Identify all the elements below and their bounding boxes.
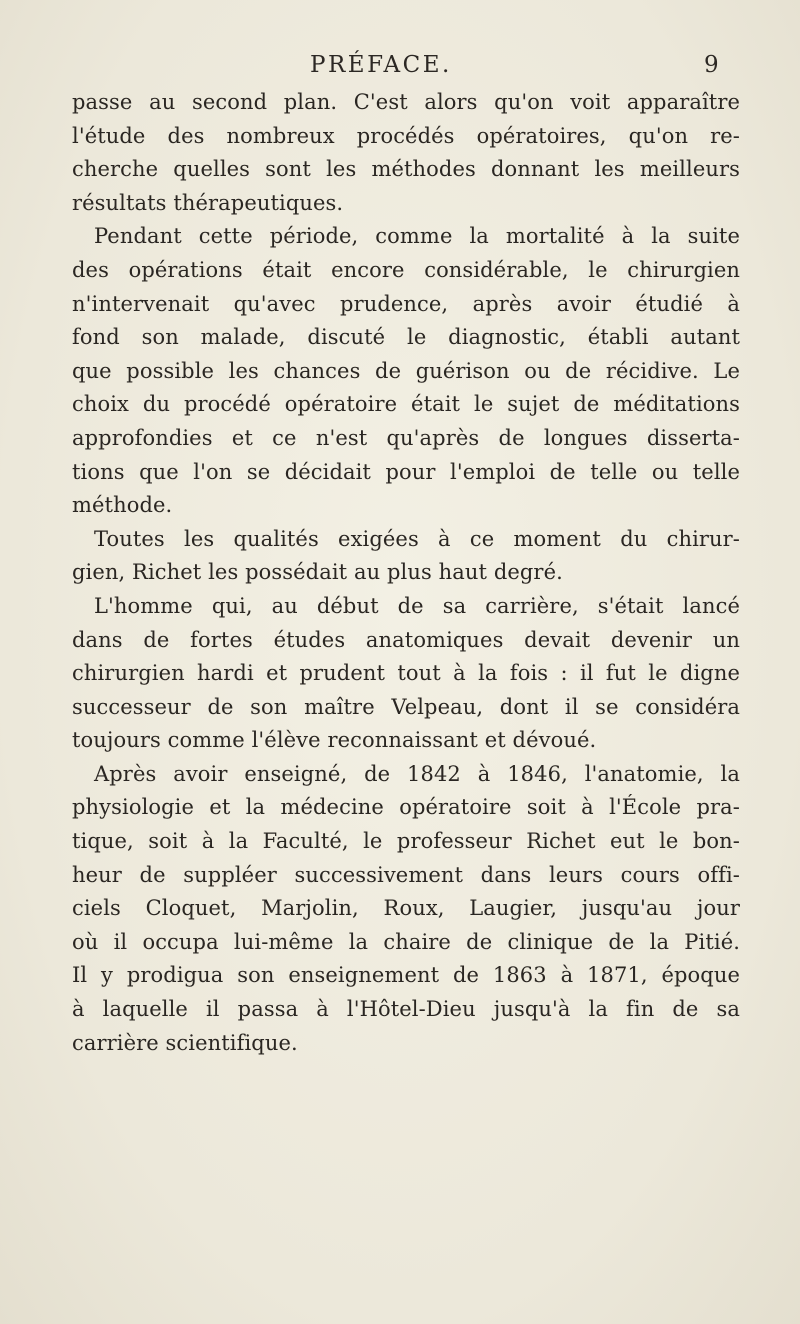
text-line: que possible les chances de guérison ou de récidive. Le xyxy=(72,358,740,383)
text-line: n'intervenait qu'avec prudence, après avoir étudié à xyxy=(72,291,740,316)
body-text xyxy=(72,86,740,1060)
text-line: passe au second plan. C'est alors qu'on voit apparaître xyxy=(72,90,740,114)
text-line: heur de suppléer successivement dans leurs cours offi- xyxy=(72,862,740,887)
running-title: PRÉFACE. xyxy=(310,52,452,78)
text-line: où il occupa lui-même la chaire de clinique de la Pitié. xyxy=(72,929,740,954)
text-line: Il y prodigua son enseignement de 1863 à 1871, époque xyxy=(72,963,740,988)
page-number: 9 xyxy=(704,52,719,78)
text-line: résultats thérapeutiques. xyxy=(72,190,344,215)
text-line: successeur de son maître Velpeau, dont il se considéra xyxy=(72,694,740,719)
text-line: dans de fortes études anatomiques devait devenir un xyxy=(72,627,740,652)
text-line: l'étude des nombreux procédés opératoires, qu'on re- xyxy=(72,123,740,148)
text-line: toujours comme l'élève reconnaissant et dévoué. xyxy=(72,728,597,753)
text-line: tions que l'on se décidait pour l'emploi de telle ou telle xyxy=(72,459,740,484)
text-line: tique, soit à la Faculté, le professeur Richet eut le bon- xyxy=(72,829,740,854)
text-line: ciels Cloquet, Marjolin, Roux, Laugier, jusqu'au jour xyxy=(72,896,740,921)
text-line: cherche quelles sont les méthodes donnant les meilleurs xyxy=(72,157,740,182)
text-line: Pendant cette période, comme la mortalité à la suite xyxy=(94,224,740,249)
text-line: approfondies et ce n'est qu'après de longues disserta- xyxy=(72,425,740,450)
text-line: physiologie et la médecine opératoire soit à l'École pra- xyxy=(72,795,740,820)
text-line: à laquelle il passa à l'Hôtel-Dieu jusqu'à la fin de sa xyxy=(72,997,740,1022)
text-line: fond son malade, discuté le diagnostic, établi autant xyxy=(72,325,740,350)
text-line: Toutes les qualités exigées à ce moment du chirur- xyxy=(94,526,740,551)
text-line: des opérations était encore considérable, le chirurgien xyxy=(72,257,740,282)
running-header xyxy=(0,52,800,82)
text-line: choix du procédé opératoire était le sujet de méditations xyxy=(72,392,740,417)
text-line: carrière scientifique. xyxy=(72,1030,298,1055)
text-line: méthode. xyxy=(72,493,173,518)
text-line: Après avoir enseigné, de 1842 à 1846, l'anatomie, la xyxy=(94,761,740,786)
text-line: gien, Richet les possédait au plus haut degré. xyxy=(72,560,563,585)
text-line: L'homme qui, au début de sa carrière, s'était lancé xyxy=(94,593,740,618)
text-line: chirurgien hardi et prudent tout à la fois : il fut le digne xyxy=(72,661,740,686)
